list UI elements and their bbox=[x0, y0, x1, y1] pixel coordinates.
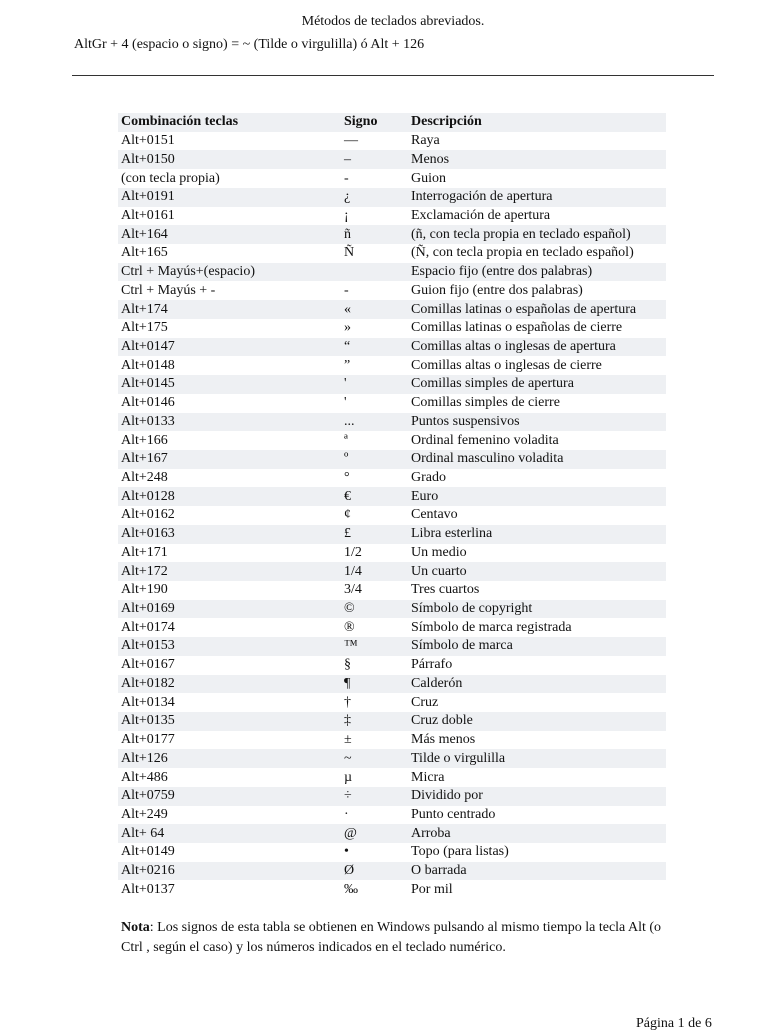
description-cell: Raya bbox=[411, 133, 440, 149]
description-cell: Menos bbox=[411, 151, 450, 167]
sign-cell: ¢ bbox=[344, 507, 351, 523]
sign-cell: © bbox=[344, 601, 355, 617]
sign-cell: § bbox=[344, 657, 351, 673]
description-cell: Dividido por bbox=[411, 788, 483, 804]
header-combination: Combinación teclas bbox=[121, 114, 239, 130]
description-cell: Ordinal femenino voladita bbox=[411, 432, 559, 448]
combination-cell: Alt+174 bbox=[121, 301, 168, 317]
combination-cell: Alt+248 bbox=[121, 470, 168, 486]
description-cell: Comillas latinas o españolas de cierre bbox=[411, 320, 623, 336]
table-row bbox=[118, 675, 666, 694]
sign-cell: º bbox=[344, 451, 349, 467]
description-cell: Comillas latinas o españolas de apertura bbox=[411, 301, 637, 317]
table-row bbox=[118, 319, 666, 338]
sign-cell: • bbox=[344, 844, 349, 860]
description-cell: Más menos bbox=[411, 732, 476, 748]
combination-cell: Alt+175 bbox=[121, 320, 168, 336]
description-cell: Tres cuartos bbox=[411, 582, 480, 598]
sign-cell: ' bbox=[344, 376, 347, 392]
table-row bbox=[118, 600, 666, 619]
description-cell: Libra esterlina bbox=[411, 526, 493, 542]
sign-cell: ‰ bbox=[344, 881, 358, 897]
sign-cell: ‡ bbox=[344, 713, 351, 729]
description-cell: Símbolo de marca bbox=[411, 638, 513, 654]
note-text: : Los signos de esta tabla se obtienen en Windows pulsando al mismo tiempo la tecla Alt (o Ctrl , según el caso) y los números indicados en el teclado numérico. bbox=[121, 920, 662, 955]
combination-cell: Alt+166 bbox=[121, 432, 168, 448]
table-row bbox=[118, 450, 666, 469]
description-cell: Espacio fijo (entre dos palabras) bbox=[411, 264, 593, 280]
combination-cell: Alt+0137 bbox=[121, 881, 175, 897]
table-row bbox=[118, 394, 666, 413]
sign-cell: µ bbox=[344, 769, 353, 785]
combination-cell: Alt+0147 bbox=[121, 338, 175, 354]
combination-cell: Alt+0145 bbox=[121, 376, 175, 392]
combination-cell: (con tecla propia) bbox=[121, 170, 220, 186]
table-row bbox=[118, 487, 666, 506]
table-row bbox=[118, 263, 666, 282]
combination-cell: Alt+0169 bbox=[121, 601, 175, 617]
combination-cell: Ctrl + Mayús+(espacio) bbox=[121, 264, 255, 280]
sign-cell: @ bbox=[344, 825, 357, 841]
table-row bbox=[118, 525, 666, 544]
combination-cell: Alt+0135 bbox=[121, 713, 175, 729]
sign-cell: £ bbox=[344, 526, 351, 542]
table-row bbox=[118, 225, 666, 244]
table-row bbox=[118, 880, 666, 899]
combination-cell: Alt+171 bbox=[121, 544, 168, 560]
table-row bbox=[118, 338, 666, 357]
combination-cell: Alt+486 bbox=[121, 769, 168, 785]
sign-cell: ª bbox=[344, 432, 348, 448]
description-cell: Grado bbox=[411, 470, 446, 486]
table-row bbox=[118, 693, 666, 712]
description-cell: Símbolo de copyright bbox=[411, 601, 533, 617]
description-cell: Arroba bbox=[411, 825, 451, 841]
description-cell: Euro bbox=[411, 488, 439, 504]
table-row bbox=[118, 618, 666, 637]
sign-cell: – bbox=[344, 151, 351, 167]
description-cell: Tilde o virgulilla bbox=[411, 750, 506, 766]
combination-cell: Alt+0182 bbox=[121, 675, 175, 691]
table-row bbox=[118, 244, 666, 263]
combination-cell: Alt+164 bbox=[121, 226, 168, 242]
description-cell: Cruz bbox=[411, 694, 439, 710]
description-cell: Comillas simples de apertura bbox=[411, 376, 574, 392]
sign-cell: · bbox=[344, 806, 349, 822]
sign-cell: ™ bbox=[344, 638, 358, 654]
document-title: Métodos de teclados abreviados. bbox=[301, 14, 485, 29]
combination-cell: Alt+0133 bbox=[121, 413, 175, 429]
table-row bbox=[118, 862, 666, 881]
sign-cell: ® bbox=[344, 619, 355, 635]
description-cell: Interrogación de apertura bbox=[411, 189, 553, 205]
table-row bbox=[118, 169, 666, 188]
description-cell: (ñ, con tecla propia en teclado español) bbox=[411, 226, 631, 242]
description-cell: Comillas simples de cierre bbox=[411, 395, 560, 411]
header-rule bbox=[72, 75, 714, 76]
combination-cell: Alt+0161 bbox=[121, 207, 175, 223]
combination-cell: Alt+0153 bbox=[121, 638, 175, 654]
sign-cell: — bbox=[344, 133, 358, 149]
combination-cell: Alt+126 bbox=[121, 750, 168, 766]
table-row bbox=[118, 281, 666, 300]
sign-cell: 1/2 bbox=[344, 544, 362, 560]
combination-cell: Alt+0191 bbox=[121, 189, 175, 205]
table-row bbox=[118, 824, 666, 843]
description-cell: O barrada bbox=[411, 863, 467, 879]
table-row bbox=[118, 749, 666, 768]
table-row bbox=[118, 806, 666, 825]
table-row bbox=[118, 431, 666, 450]
description-cell: Comillas altas o inglesas de apertura bbox=[411, 338, 616, 354]
description-cell: Un cuarto bbox=[411, 563, 467, 579]
header-description: Descripción bbox=[411, 114, 482, 130]
description-cell: Guion fijo (entre dos palabras) bbox=[411, 282, 583, 298]
sign-cell: - bbox=[344, 170, 349, 186]
table-row bbox=[118, 207, 666, 226]
sign-cell: ° bbox=[344, 470, 350, 486]
table-row bbox=[118, 731, 666, 750]
table-row bbox=[118, 581, 666, 600]
table-row bbox=[118, 356, 666, 375]
description-cell: Puntos suspensivos bbox=[411, 413, 520, 429]
combination-cell: Alt+249 bbox=[121, 806, 168, 822]
combination-cell: Alt+ 64 bbox=[121, 825, 165, 841]
note-label: Nota bbox=[121, 920, 150, 935]
sign-cell: ' bbox=[344, 395, 347, 411]
shortcuts-table-body bbox=[118, 113, 666, 899]
description-cell: Símbolo de marca registrada bbox=[411, 619, 572, 635]
description-cell: Centavo bbox=[411, 507, 458, 523]
table-row bbox=[118, 656, 666, 675]
document-subtitle: AltGr + 4 (espacio o signo) = ~ (Tilde o virgulilla) ó Alt + 126 bbox=[74, 37, 425, 52]
combination-cell: Alt+190 bbox=[121, 582, 168, 598]
combination-cell: Ctrl + Mayús + - bbox=[121, 282, 216, 298]
sign-cell: ... bbox=[344, 413, 355, 429]
description-cell: Comillas altas o inglesas de cierre bbox=[411, 357, 602, 373]
combination-cell: Alt+0148 bbox=[121, 357, 175, 373]
combination-cell: Alt+0151 bbox=[121, 133, 175, 149]
sign-cell: † bbox=[344, 694, 351, 710]
table-row bbox=[118, 562, 666, 581]
combination-cell: Alt+0216 bbox=[121, 863, 175, 879]
combination-cell: Alt+172 bbox=[121, 563, 168, 579]
table-row bbox=[118, 712, 666, 731]
sign-cell: ” bbox=[344, 357, 351, 373]
table-row bbox=[118, 544, 666, 563]
sign-cell: - bbox=[344, 282, 349, 298]
note-paragraph bbox=[121, 918, 666, 958]
table-row bbox=[118, 150, 666, 169]
sign-cell: « bbox=[344, 301, 351, 317]
sign-cell: Ñ bbox=[344, 245, 355, 261]
description-cell: Ordinal masculino voladita bbox=[411, 451, 564, 467]
sign-cell: “ bbox=[344, 338, 351, 354]
description-cell: Micra bbox=[411, 769, 445, 785]
description-cell: Párrafo bbox=[411, 657, 453, 673]
sign-cell: ¿ bbox=[344, 189, 351, 205]
combination-cell: Alt+0162 bbox=[121, 507, 175, 523]
description-cell: (Ñ, con tecla propia en teclado español) bbox=[411, 245, 634, 261]
table-row bbox=[118, 300, 666, 319]
table-row bbox=[118, 787, 666, 806]
combination-cell: Alt+0759 bbox=[121, 788, 175, 804]
page-number: Página 1 de 6 bbox=[636, 1016, 712, 1031]
table-row bbox=[118, 469, 666, 488]
combination-cell: Alt+165 bbox=[121, 245, 168, 261]
combination-cell: Alt+0149 bbox=[121, 844, 175, 860]
sign-cell: Ø bbox=[344, 863, 355, 879]
description-cell: Un medio bbox=[411, 544, 467, 560]
description-cell: Cruz doble bbox=[411, 713, 473, 729]
table-row bbox=[118, 413, 666, 432]
combination-cell: Alt+0177 bbox=[121, 732, 175, 748]
sign-cell: » bbox=[344, 320, 351, 336]
sign-cell bbox=[341, 263, 408, 282]
description-cell: Calderón bbox=[411, 675, 463, 691]
description-cell: Por mil bbox=[411, 881, 453, 897]
description-cell: Exclamación de apertura bbox=[411, 207, 551, 223]
table-row bbox=[118, 637, 666, 656]
combination-cell: Alt+0146 bbox=[121, 395, 175, 411]
sign-cell: ~ bbox=[344, 750, 352, 766]
table-row bbox=[118, 188, 666, 207]
sign-cell: ÷ bbox=[344, 788, 352, 804]
combination-cell: Alt+167 bbox=[121, 451, 168, 467]
combination-cell: Alt+0163 bbox=[121, 526, 175, 542]
description-cell: Guion bbox=[411, 170, 446, 186]
table-row bbox=[118, 132, 666, 151]
combination-cell: Alt+0128 bbox=[121, 488, 175, 504]
table-row bbox=[118, 843, 666, 862]
shortcuts-table bbox=[118, 113, 666, 899]
table-header-row bbox=[118, 113, 666, 132]
combination-cell: Alt+0150 bbox=[121, 151, 175, 167]
sign-cell: 1/4 bbox=[344, 563, 362, 579]
combination-cell: Alt+0174 bbox=[121, 619, 175, 635]
table-row bbox=[118, 375, 666, 394]
combination-cell: Alt+0167 bbox=[121, 657, 175, 673]
sign-cell: ¶ bbox=[344, 675, 351, 691]
sign-cell: € bbox=[344, 488, 351, 504]
combination-cell: Alt+0134 bbox=[121, 694, 175, 710]
sign-cell: ñ bbox=[344, 226, 351, 242]
description-cell: Topo (para listas) bbox=[411, 844, 509, 860]
description-cell: Punto centrado bbox=[411, 806, 496, 822]
sign-cell: ± bbox=[344, 732, 352, 748]
table-row bbox=[118, 768, 666, 787]
header-sign: Signo bbox=[344, 114, 378, 130]
sign-cell: ¡ bbox=[344, 207, 349, 223]
table-row bbox=[118, 506, 666, 525]
sign-cell: 3/4 bbox=[344, 582, 362, 598]
